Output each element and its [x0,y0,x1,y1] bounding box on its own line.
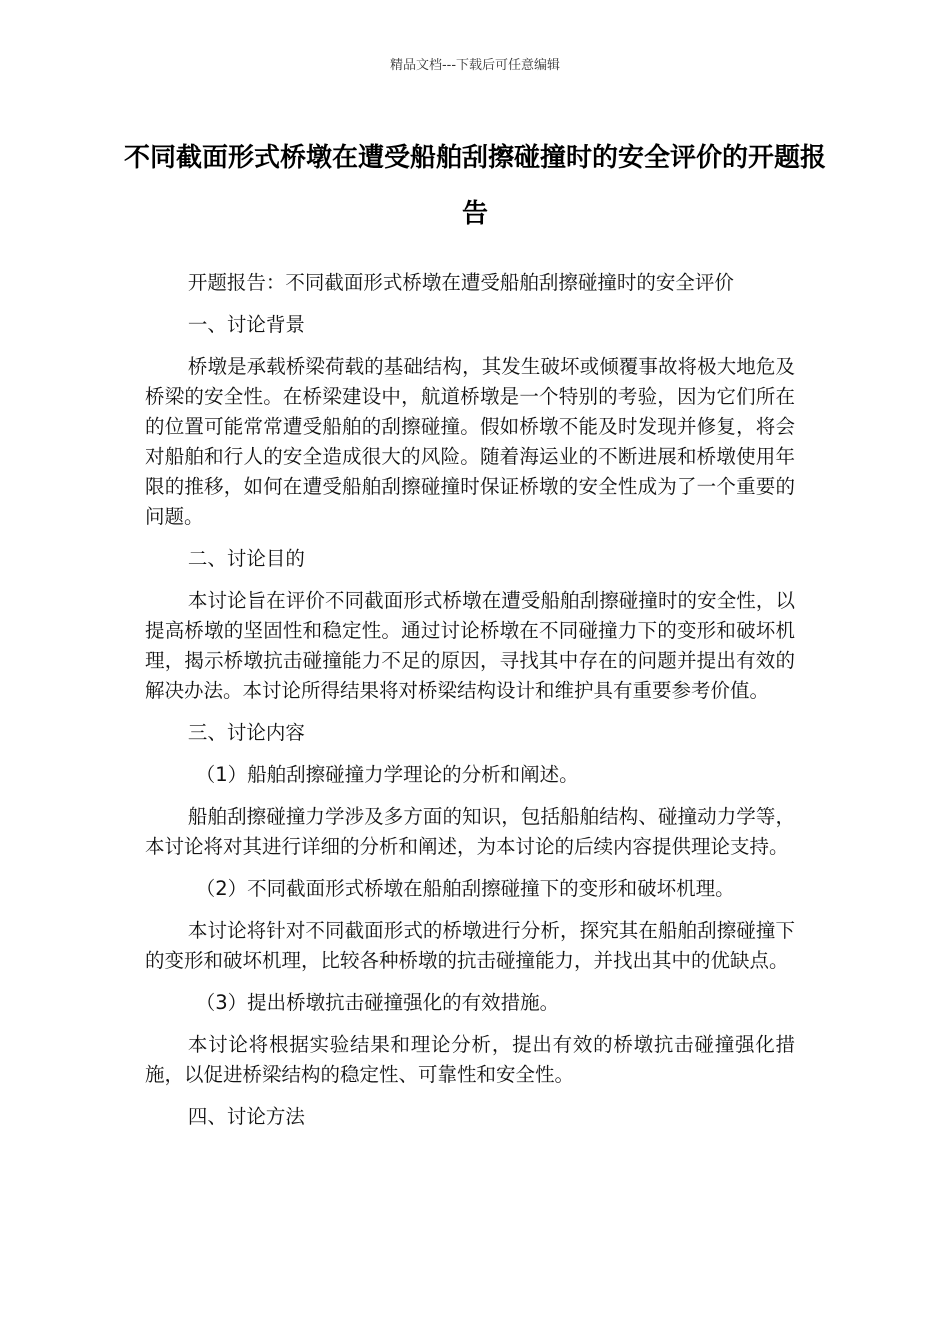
content-item-1-paragraph: 船舶刮擦碰撞力学涉及多方面的知识，包括船舶结构、碰撞动力学等，本讨论将对其进行详细的分析和阐述，为本讨论的后续内容提供理论支持。 [145,805,795,858]
intro-line: 开题报告：不同截面形式桥墩在遭受船舶刮擦碰撞时的安全评价 [187,271,734,294]
section-heading-background: 一、讨论背景 [187,313,305,336]
section-heading-method: 四、讨论方法 [187,1105,305,1128]
page-header-note: 精品文档---下载后可任意编辑 [389,58,561,73]
content-item-1: （1）船舶刮擦碰撞力学理论的分析和阐述。 [195,763,579,786]
content-item-2-paragraph: 本讨论将针对不同截面形式的桥墩进行分析，探究其在船舶刮擦碰撞下的变形和破坏机理，比较各种桥墩的抗击碰撞能力，并找出其中的优缺点。 [145,919,795,972]
content-item-3: （3）提出桥墩抗击碰撞强化的有效措施。 [195,991,560,1014]
section-heading-purpose: 二、讨论目的 [187,547,305,570]
purpose-paragraph: 本讨论旨在评价不同截面形式桥墩在遭受船舶刮擦碰撞时的安全性，以提高桥墩的坚固性和稳定性。通过讨论桥墩在不同碰撞力下的变形和破坏机理，揭示桥墩抗击碰撞能力不足的原因，寻找其中存在的问题并提出有效的解决办法。本讨论所得结果将对桥梁结构设计和维护具有重要参考价值。 [145,589,795,702]
content-item-3-paragraph: 本讨论将根据实验结果和理论分析，提出有效的桥墩抗击碰撞强化措施，以促进桥梁结构的稳定性、可靠性和安全性。 [145,1033,795,1086]
content-item-2: （2）不同截面形式桥墩在船舶刮擦碰撞下的变形和破坏机理。 [195,877,735,900]
background-paragraph: 桥墩是承载桥梁荷载的基础结构，其发生破坏或倾覆事故将极大地危及桥梁的安全性。在桥梁建设中，航道桥墩是一个特别的考验，因为它们所在的位置可能常常遭受船舶的刮擦碰撞。假如桥墩不能及时发现并修复，将会对船舶和行人的安全造成很大的风险。随着海运业的不断进展和桥墩使用年限的推移，如何在遭受船舶刮擦碰撞时保证桥墩的安全性成为了一个重要的问题。 [145,355,795,528]
section-heading-content: 三、讨论内容 [187,721,305,744]
document-body [145,268,795,1144]
document-title: 不同截面形式桥墩在遭受船舶刮擦碰撞时的安全评价的开题报告 [123,143,826,229]
